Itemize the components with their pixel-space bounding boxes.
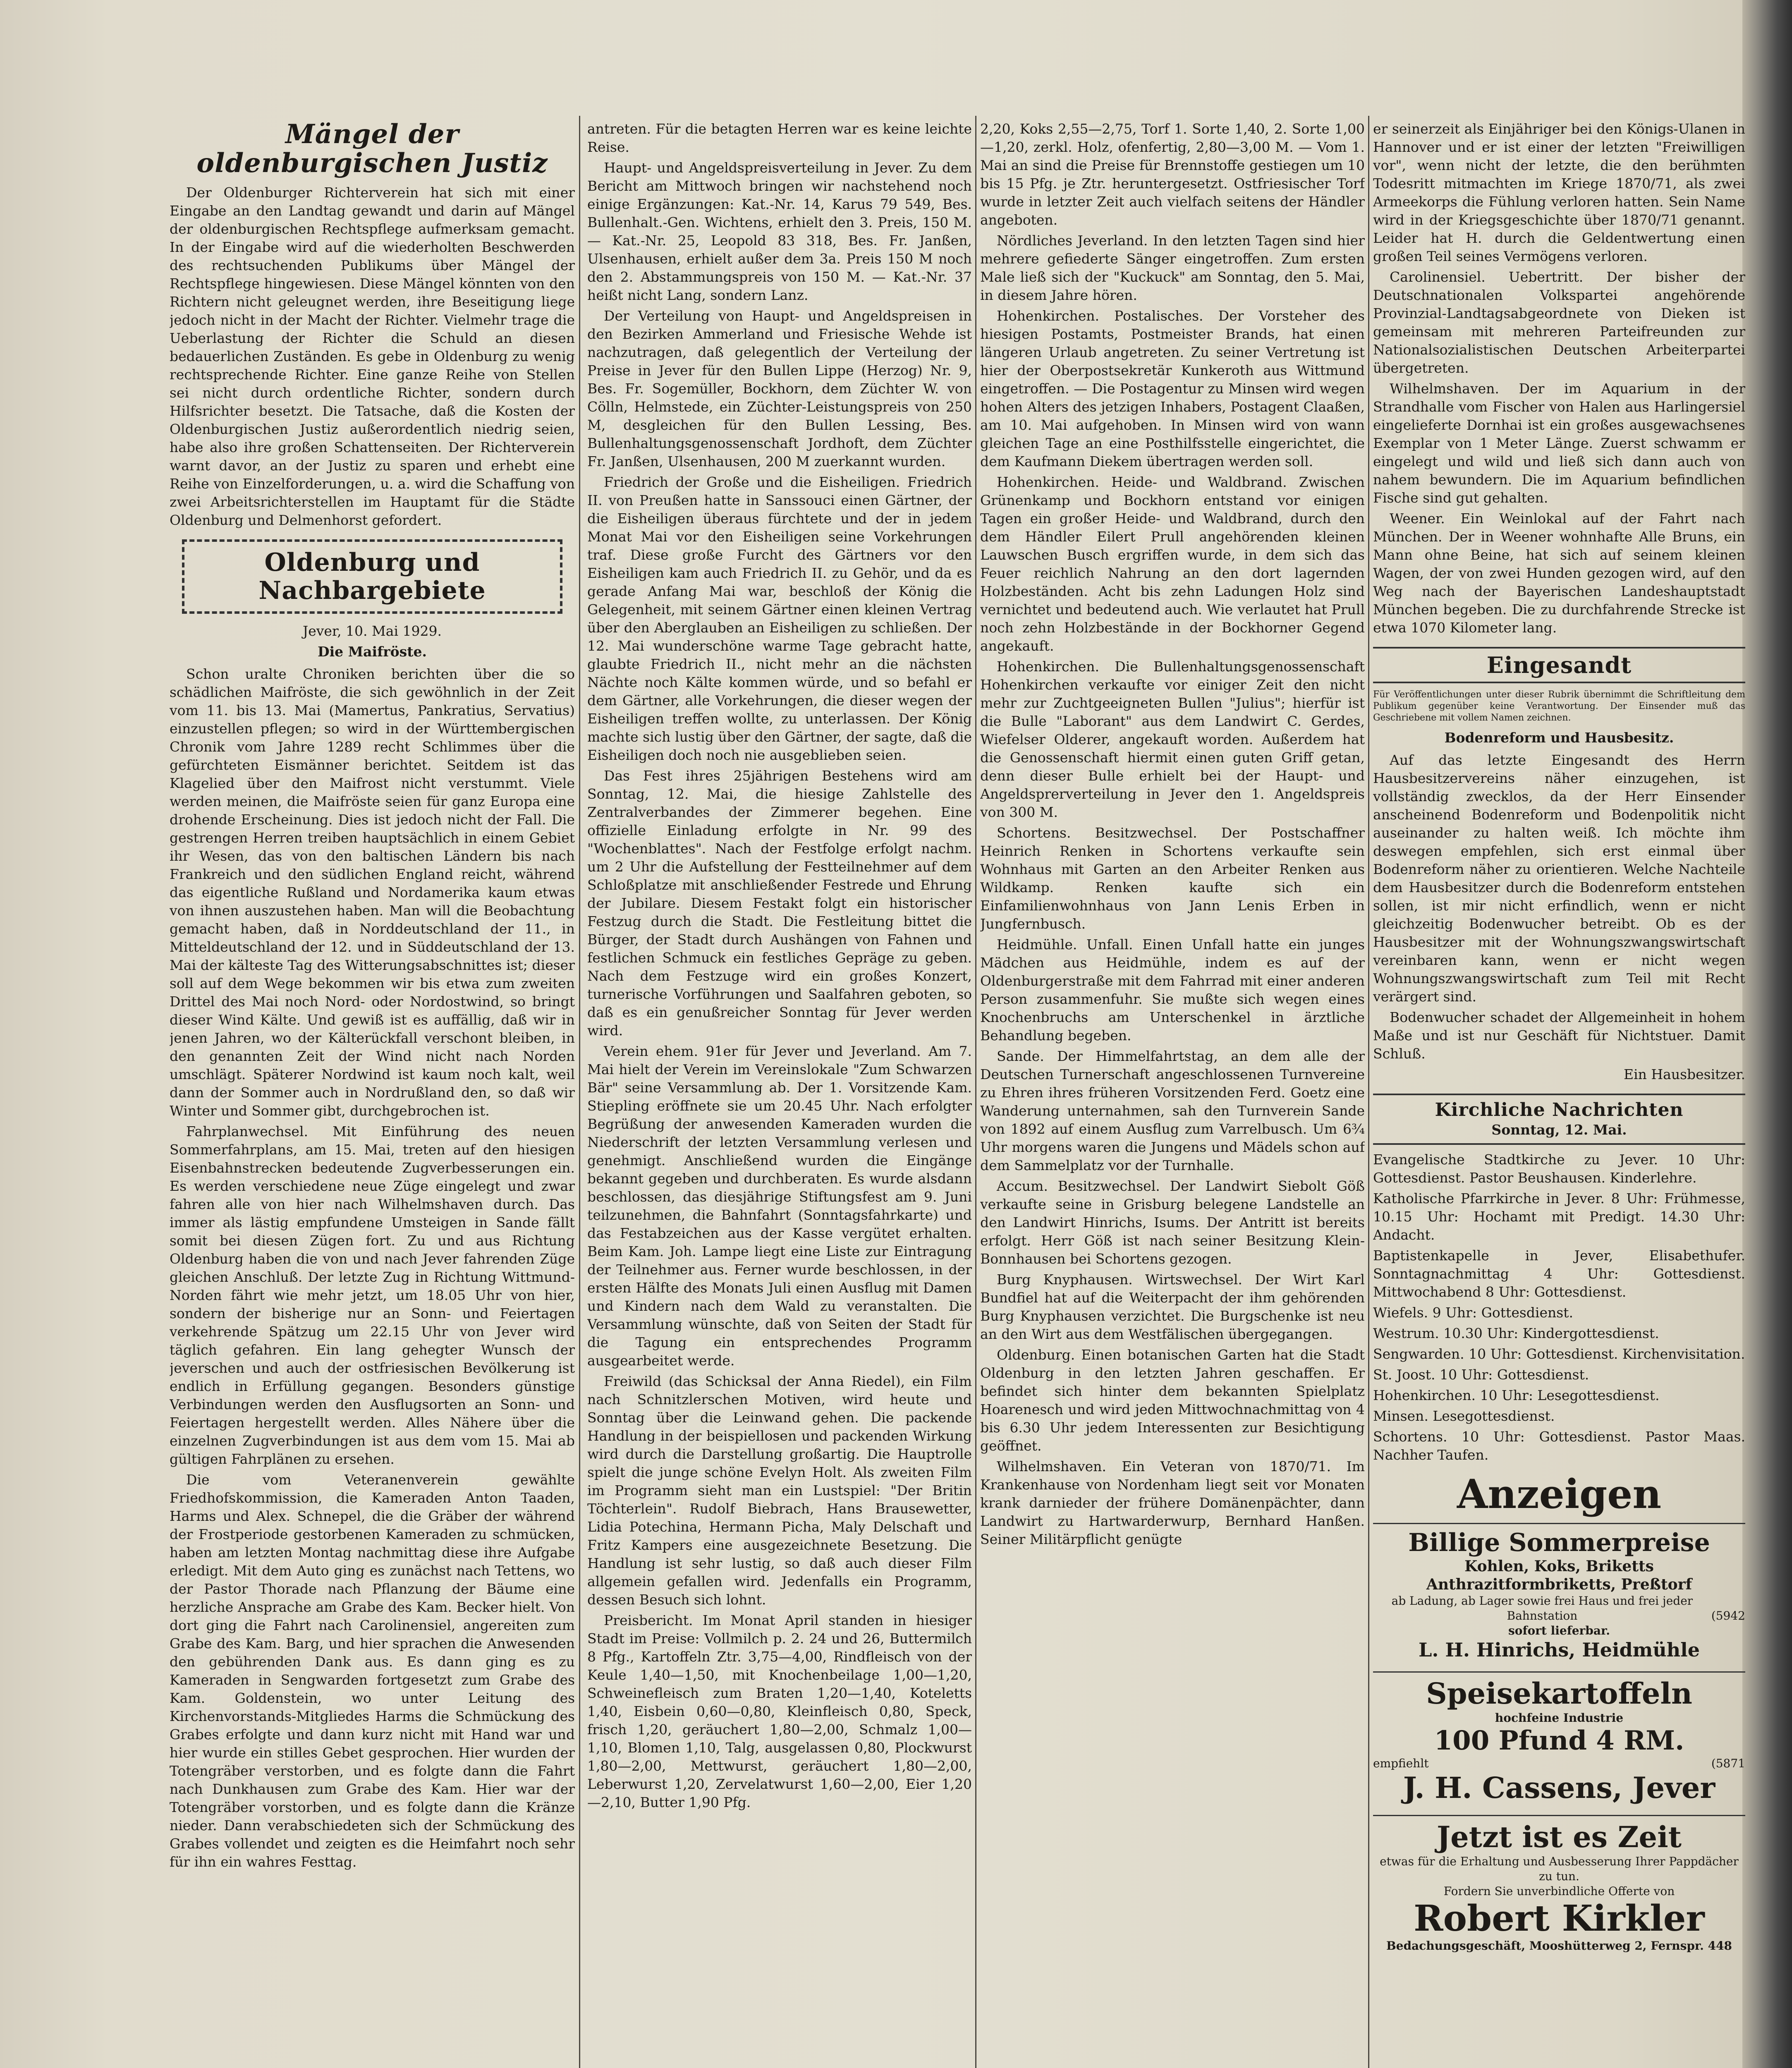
section-box-oldenburg	[182, 539, 562, 614]
paragraph: Hohenkirchen. Die Bullenhaltungsgenossenschaft Hohenkirchen verkaufte vor einiger Zeit den nicht mehr zur Zuchtgeeigneten Bullen "Julius"; hierfür ist die Bulle "Laborant" aus dem Landwirt C. Gerdes, Wiefelser Olderer, angekauft worden. Außerdem hat die Genossenschaft hiermit einen guten Griff getan, denn dieser Bulle erhielt bei der Haupt- und Angeldsprerverteilung in Jever den 1. Angeldspreis von 300 M.	[980, 658, 1365, 820]
kirche-item: Baptistenkapelle in Jever, Elisabethufer. Sonntagnachmittag 4 Uhr: Gottesdienst. Mittwochabend 8 Uhr: Gottesdienst.	[1373, 1247, 1745, 1300]
ad-price: 100 Pfund 4 RM.	[1434, 1725, 1684, 1756]
dateline: Jever, 10. Mai 1929.	[302, 623, 442, 639]
kirche-item: St. Joost. 10 Uhr: Gottesdienst.	[1373, 1367, 1589, 1383]
paragraph: Der Oldenburger Richterverein hat sich mit einer Eingabe an den Landtag gewandt und darin auf Mängel der oldenburgischen Rechtspflege aufmerksam gemacht. In der Eingabe wird auf die wiederholten Beschwerden des rechtsuchenden Publikums über Mängel der Rechtspflege hingewiesen. Diese Mängel könnten von den Richtern nicht geleugnet werden, ihre Beseitigung liege jedoch nicht in der Macht der Richter. Vielmehr trage die Ueberlastung der Richter die Schuld an diesen bedauerlichen Zuständen. Es gebe in Oldenburg zu wenig rechtsprechende Richter. Eine ganze Reihe von Stellen sei nicht durch ordentliche Richter, sondern durch Hilfsrichter besetzt. Die Tatsache, daß die Kosten der Oldenburgischen Justiz außerordentlich niedrig seien, habe also ihre großen Schattenseiten. Der Richterverein warnt davor, an der Justiz zu sparen und erhebt eine Reihe von Einzelforderungen, u. a. wird die Schaffung von zwei Arbeitsrichterstellen im Hauptamt für die Städte Oldenburg und Delmenhorst gefordert.	[170, 184, 575, 528]
ad-subline: Kohlen, Koks, Briketts Anthrazitformbriketts, Preßtorf	[1426, 1558, 1692, 1593]
ad-footer: Bedachungsgeschäft, Mooshütterweg 2, Fernspr. 448	[1386, 1939, 1732, 1953]
article-group-b	[587, 1042, 972, 1812]
paragraph: Accum. Besitzwechsel. Der Landwirt Siebolt Göß verkaufte seine in Grisburg belegene Landstelle an den Landwirt Hinrichs, Isums. Der Antritt ist bereits erfolgt. Herr Göß ist nach seiner Besitzung Klein-Bonnhausen bei Schortens gezogen.	[980, 1178, 1365, 1267]
column-4	[1373, 120, 1745, 2068]
ad-lieferbar: sofort lieferbar.	[1508, 1624, 1610, 1637]
article-fahrplanwechsel	[170, 1123, 575, 1468]
paragraph: Sande. Der Himmelfahrtstag, an dem alle der Deutschen Turnerschaft angeschlossenen Turnvereine zu Ehren ihres früheren Vorsitzenden Ferd. Goetz eine Wanderung unternahmen, sah den Turnverein Sande von 1892 auf einem Ausflug zum Varrelbusch. Um 6¾ Uhr morgens waren die Jungens und Mädels schon auf dem Sammelplatz vor der Turnhalle.	[980, 1048, 1365, 1173]
ad-delivery: ab Ladung, ab Lager sowie frei Haus und frei jeder Bahnstation	[1391, 1594, 1693, 1623]
ad-code: (5871	[1711, 1757, 1745, 1770]
article-justiz	[170, 184, 575, 529]
section-kirchliche	[1373, 1094, 1745, 1145]
headline-justiz: Mängel der oldenburgischen Justiz	[196, 120, 548, 179]
kirche-date: Sonntag, 12. Mai.	[1491, 1122, 1627, 1138]
paragraph: 2,20, Koks 2,55—2,75, Torf 1. Sorte 1,40, 2. Sorte 1,00—1,20, zerkl. Holz, ofenfertig, 2,80—3,00 M. — Vom 1. Mai an sind die Preise für Brennstoffe gestiegen um 10 bis 15 Pfg. je Ztr. heruntergesetzt. Ostfriesischer Torf wurde in letzter Zeit auch vielfach seitens der Händler angeboten.	[980, 121, 1365, 228]
kirche-item: Hohenkirchen. 10 Uhr: Lesegottesdienst.	[1373, 1387, 1660, 1403]
article-group-c	[980, 120, 1365, 1549]
ad-subline-2: Fordern Sie unverbindliche Offerte von	[1443, 1884, 1675, 1898]
paragraph: Nördliches Jeverland. In den letzten Tagen sind hier mehrere gefiederte Sänger eingetroffen. Zum ersten Male ließ sich der "Kuckuck" am Sonntag, den 5. Mai, in diesem Jahre hören.	[980, 232, 1365, 303]
section-title-kirchliche: Kirchliche Nachrichten	[1435, 1099, 1684, 1120]
paragraph: Auf das letzte Eingesandt des Herrn Hausbesitzervereins näher einzugehen, ist vollständig zwecklos, da der Herr Einsender anscheinend Bodenreform und Bodenpolitik nicht auseinander zu halten weiß. Ich möchte ihm deswegen empfehlen, sich erst einmal über Bodenreform näher zu orientieren. Welche Nachteile dem Hausbesitzer durch die Bodenreform entstehen sollen, ist mir nicht erfindlich, wenn er nicht gleichzeitig Bodenwucher betreibt. Ob es der Hausbesitzer mit der Wohnungszwangswirtschaft vereinbaren kann, wenn er nicht wegen Wohnungszwangswirtschaft zum Teil mit Recht verärgert sind.	[1373, 752, 1745, 1005]
paragraph: Wilhelmshaven. Der im Aquarium in der Strandhalle vom Fischer von Halen aus Harlingersiel eingelieferte Dornhai ist ein großes ausgewachsenes Exemplar von 1 Meter Länge. Zuerst schwamm er eingelegt und wild und ließ sich dann auch von nahem bewundern. Die im Aquarium befindlichen Fische sind gut gehalten.	[1373, 381, 1745, 506]
subhead-bodenreform: Bodenreform und Hausbesitz.	[1444, 730, 1674, 746]
eingesandt-disclaimer: Für Veröffentlichungen unter dieser Rubrik übernimmt die Schriftleitung dem Publikum gegenüber keine Verantwortung. Der Einsender muß das Geschriebene mit vollem Namen zeichnen.	[1373, 689, 1745, 723]
paragraph: Bodenwucher schadet der Allgemeinheit in hohem Maße und ist nur Geschäft für Nichtstuer. Damit Schluß.	[1373, 1009, 1745, 1062]
article-group-d	[1373, 120, 1745, 637]
paragraph: Schortens. Besitzwechsel. Der Postschaffner Heinrich Renken in Schortens verkaufte sein Wohnhaus mit Garten an den Arbeiter Renken aus Wildkamp. Renken kaufte sich ein Einfamilienwohnhaus von Jann Lenis Erben in Jungfernbusch.	[980, 825, 1365, 932]
column-rule-3	[1368, 116, 1369, 2068]
ad-headline: Jetzt ist es Zeit	[1436, 1820, 1682, 1854]
kirche-item: Schortens. 10 Uhr: Gottesdienst. Pastor Maas. Nachher Taufen.	[1373, 1429, 1745, 1463]
paragraph: Der Verteilung von Haupt- und Angeldspreisen in den Bezirken Ammerland und Friesische Wehde ist nachzutragen, daß gelegentlich der Verteilung der Preise in Jever für den Bullen Lippe (Herzog) Nr. 9, Bes. Fr. Sogemüller, Bockhorn, dem Züchter W. von Cölln, Helmstede, ein Züchter-Leistungspreis von 250 M, desgleichen für den Bullen Lessing, Bes. Bullenhaltungsgenossenschaft Jordhoft, dem Züchter Fr. Janßen, Ulsenhausen, 200 M zuerkannt wurden.	[587, 308, 972, 469]
article-maifroeste	[170, 665, 575, 1120]
column-2	[587, 120, 972, 2068]
ad-code: (5942	[1711, 1609, 1745, 1623]
ad-kirkler	[1373, 1815, 1745, 1958]
paragraph: Heidmühle. Unfall. Einen Unfall hatte ein junges Mädchen aus Heidmühle, indem es auf der Oldenburgerstraße mit dem Fahrrad mit einer anderen Person zusammenfuhr. Sie mußte sich wegen eines Knochenbruchs am Unterschenkel in ärztliche Behandlung begeben.	[980, 936, 1365, 1044]
kirche-item: Minsen. Lesegottesdienst.	[1373, 1408, 1555, 1424]
paragraph: er seinerzeit als Einjähriger bei den Königs-Ulanen in Hannover und er ist einer der letzten "Freiwilligen vor", wenn nicht der letzte, die den berühmten Todesritt mitmachten im Kriege 1870/71, als zwei Armeekorps die Fühlung verloren hatten. Sein Name wird in der Kriegsgeschichte über 1870/71 genannt. Leider hat H. durch die Geldentwertung einen großen Teil seines Vermögens verloren.	[1373, 121, 1745, 264]
paragraph: Schon uralte Chroniken berichten über die so schädlichen Maifröste, die sich gewöhnlich in der Zeit vom 11. bis 13. Mai (Mamertus, Pankratius, Servatius) einzustellen pflegen; so wird in der Württembergischen Chronik vom Jahre 1289 recht Schlimmes über die gefürchteten Eismänner berichtet. Seitdem ist das Klagelied über den Maifrost nicht verstummt. Viele werden meinen, die Maifröste seien für ganz Europa eine drohende Erscheinung. Dies ist jedoch nicht der Fall. Die gestrengen Herren treiben hauptsächlich in einem Gebiet ihr Wesen, das von den baltischen Ländern bis nach Frankreich und den südlichen England reicht, während das eigentliche Rußland und Nordamerika kaum etwas von ihnen auszustehen haben. Man will die Beobachtung gemacht haben, daß in Norddeutschland der 11., in Mitteldeutschland der 12. und in Süddeutschland der 13. Mai der kälteste Tag des Witterungsabschnittes ist; dieser soll auf dem Wege bekommen wir bis etwa zum zweiten Drittel des Mai noch Nord- oder Nordostwind, so bringt dieser Wind Kälte. Und gewiß ist es auffällig, daß wir in jenen Jahren, wo der Kälterückfall verschont bleiben, in den genannten Zeit der Wind nicht nach Norden umschlägt. Späterer Nordwind ist kaum noch kalt, weil dann der Sommer auch in Nordrußland den, so daß wir Winter und Sommer gibt, durchgebrochen ist.	[170, 666, 575, 1119]
paragraph: Carolinensiel. Uebertritt. Der bisher der Deutschnationalen Volkspartei angehörende Provinzial-Landtagsabgeordnete von Dieken ist gemeinsam mit mehreren Parteifreunden zur Nationalsozialistischen Deutschen Arbeiterpartei übergetreten.	[1373, 269, 1745, 376]
paragraph: Wilhelmshaven. Ein Veteran von 1870/71. Im Krankenhause von Nordenham liegt seit vor Monaten krank darnieder der frühere Domänenpächter, dann Landwirt zu Hartwarderwurp, Bernhard Hanßen. Seiner Militärpflicht genügte	[980, 1458, 1365, 1547]
paragraph: Weener. Ein Weinlokal auf der Fahrt nach München. Der in Weener wohnhafte Alle Bruns, ein Mann ohne Beine, hat sich auf seinem kleinen Wagen, der von zwei Hunden gezogen wird, auf den Weg nach der Bayerischen Landeshauptstadt München begeben. Die zu durchfahrende Strecke ist etwa 1070 Kilometer lang.	[1373, 510, 1745, 636]
column-rule-1	[579, 116, 580, 2068]
paragraph: Preisbericht. Im Monat April standen in hiesiger Stadt im Preise: Vollmilch p. 2. 24 und 26, Buttermilch 8 Pfg., Kartoffeln Ztr. 3,75—4,00, Rindfleisch von der Keule 1,40—1,50, mit Knochenbeilage 1,00—1,20, Schweinefleisch zum Braten 1,20—1,40, Koteletts 1,40, Eisbein 0,60—0,80, Kleinfleisch 0,80, Speck, frisch 1,20, geräuchert 1,80—2,00, Schmalz 1,00—1,10, Blomen 1,10, Talg, ausgelassen 0,80, Plockwurst 1,80—2,00, Mettwurst, geräuchert 1,80—2,00, Leberwurst 1,20, Zervelatwurst 1,60—2,00, Eier 1,20—2,10, Butter 1,90 Pfg.	[587, 1612, 972, 1810]
paragraph: antreten. Für die betagten Herren war es keine leichte Reise.	[587, 121, 972, 155]
paragraph: Verein ehem. 91er für Jever und Jeverland. Am 7. Mai hielt der Verein im Vereinslokale "Zum Schwarzen Bär" seine Versammlung ab. Der 1. Vorsitzende Kam. Stiepling eröffnete sie um 20.45 Uhr. Nach erfolgter Begrüßung der anwesenden Kameraden wurden die Niederschrift der letzten Versammlung verlesen und genehmigt. Anschließend wurden die Eingänge bekannt gegeben und durchberaten. Es wurde alsdann beschlossen, das diesjährige Stiftungsfest am 9. Juni teilzunehmen, die Bahnfahrt (Sonntagsfahrkarte) und das Festabzeichen aus der Kasse vergütet erhalten. Beim Kam. Joh. Lampe liegt eine Liste zur Eintragung der Teilnehmer aus. Ferner wurde beschlossen, in der ersten Hälfte des Monats Juli einen Ausflug mit Damen und Kindern nach dem Wald zu veranstalten. Die Versammlung wünschte, daß von Seiten der Stadt für die Tagung ein entsprechendes Programm ausgearbeitet werde.	[587, 1043, 972, 1369]
kirche-item: Katholische Pfarrkirche in Jever. 8 Uhr: Frühmesse, 10.15 Uhr: Hochamt mit Predigt. 14.30 Uhr: Andacht.	[1373, 1190, 1745, 1243]
paragraph: Friedrich der Große und die Eisheiligen. Friedrich II. von Preußen hatte in Sanssouci einen Gärtner, der die Eisheiligen überaus fürchtete und der in jedem Monat Mai vor den Eisheiligen seine Vorkehrungen traf. Diese große Furcht des Gärtners vor den Eisheiligen kam auch Friedrich II. zu Gehör, und da es gerade Anfang Mai war, beschloß der König die Gelegenheit, mit seinem Gärtner einen kleinen Vertrag über den Aberglauben an Eisheiligen zu schließen. Der 12. Mai wunderschöne warme Tage gebracht hatte, glaubte Friedrich II., nicht mehr an die nächsten Nächte noch Kälte kommen würde, und so befahl er dem Gärtner, alle Vorkehrungen, die dieser wegen der Eisheiligen treffen wollte, zu unterlassen. Der König machte sich lustig über den Gärtner, der sagte, daß die Eisheiligen doch noch nie ausgeblieben seien.	[587, 474, 972, 763]
paragraph: Burg Knyphausen. Wirtswechsel. Der Wirt Karl Bundfiel hat auf die Weiterpacht der ihm gehörenden Burg Knyphausen verzichtet. Die Burgschenke ist neu an den Wirt aus dem Westfälischen übergegangen.	[980, 1271, 1365, 1342]
section-title-oldenburg: Oldenburg und Nachbargebiete	[258, 548, 486, 605]
ad-headline: Speisekartoffeln	[1426, 1676, 1692, 1711]
column-rule-2	[975, 116, 976, 2068]
paragraph: Fahrplanwechsel. Mit Einführung des neuen Sommerfahrplans, am 15. Mai, treten auf den hiesigen Eisenbahnstrecken bedeutende Zugverbesserungen ein. Es werden verschiedene neue Züge eingelegt und zwar fahren alle von hier nach Wilhelmshaven durch. Das immer als lästig empfundene Umsteigen in Sande fällt somit bei diesen Zügen fort. Zu und aus Richtung Oldenburg haben die von und nach Jever fahrenden Züge gleichen Anschluß. Der letzte Zug in Richtung Wittmund-Norden fährt wie mehr jetzt, um 18.05 Uhr von hier, sondern der bisherige nur an Sonn- und Feiertagen verkehrende Spätzug um 22.15 Uhr von Jever wird täglich gefahren. Ein lang gehegter Wunsch der jeverschen und auch der ostfriesischen Bevölkerung ist endlich in Erfüllung gegangen. Besonders günstige Verbindungen werden den Ausflugsorten an Sonn- und Feiertagen hergestellt werden. Alles Nähere über die einzelnen Zugverbindungen ist aus dem vom 15. Mai ab gültigen Fahrplänen zu ersehen.	[170, 1123, 575, 1467]
ad-subline: etwas für die Erhaltung und Ausbesserung Ihrer Pappdächer zu tun.	[1380, 1855, 1739, 1883]
paragraph: Das Fest ihres 25jährigen Bestehens wird am Sonntag, 12. Mai, die hiesige Zahlstelle des Zentralverbandes der Zimmerer begehen. Eine offizielle Einladung erfolgte in Nr. 99 des "Wochenblattes". Nach der Festfolge erfolgt nachm. um 2 Uhr die Aufstellung der Festteilnehmer auf dem Schloßplatze mit anschließender Festrede und Ehrung der Jubilare. Diesem Festakt folgt ein historischer Festzug durch die Stadt. Die Festleitung bittet die Bürger, der Stadt durch Aushängen von Fahnen und festlichen Schmuck ein festliches Gepräge zu geben. Nach dem Festzuge wird ein großes Konzert, turnerische Vorführungen und Saalfahren geboten, so daß es ein genußreicher Sonntag für Jever werden wird.	[587, 768, 972, 1039]
paragraph: Hohenkirchen. Postalisches. Der Vorsteher des hiesigen Postamts, Postmeister Brands, hat einen längeren Urlaub angetreten. Zu seiner Vertretung ist hier der Oberpostsekretär Kunkeroth aus Wittmund eingetroffen. — Die Postagentur zu Minsen wird wegen hohen Alters des jetzigen Inhabers, Postagent Claaßen, am 10. Mai aufgehoben. In Minsen wird von wann gleichen Tage an eine Posthilfsstelle eingerichtet, die dem Kaufmann Diekem übertragen werden soll.	[980, 308, 1365, 469]
ad-firm: J. H. Cassens, Jever	[1403, 1771, 1715, 1805]
section-title-eingesandt: Eingesandt	[1486, 652, 1632, 678]
kirche-item: Wiefels. 9 Uhr: Gottesdienst.	[1373, 1304, 1573, 1321]
column-1	[170, 120, 575, 2068]
article-group-a	[587, 120, 972, 1040]
ad-delivery-row	[1373, 1594, 1745, 1623]
signature: Ein Hausbesitzer.	[1624, 1066, 1745, 1082]
kirche-item: Evangelische Stadtkirche zu Jever. 10 Uhr: Gottesdienst. Pastor Beushausen. Kinderlehre.	[1373, 1151, 1745, 1186]
kirche-item: Westrum. 10.30 Uhr: Kindergottesdienst.	[1373, 1325, 1659, 1341]
column-3	[980, 120, 1365, 2068]
kirche-item: Sengwarden. 10 Uhr: Gottesdienst. Kirchenvisitation.	[1373, 1346, 1745, 1362]
paragraph: Die vom Veteranenverein gewählte Friedhofskommission, die Kameraden Anton Taaden, Harms und Alex. Schnepel, die die Gräber der während der Frostperiode gestorbenen Kameraden zu schmücken, haben am letzten Montag nachmittag diese ihre Aufgabe erledigt. Mit dem Auto ging es zunächst nach Tettens, wo der Pastor Thorade nach Pflanzung der Bäume eine herzliche Ansprache am Grabe des Kam. Becker hielt. Von dort ging die Fahrt nach Carolinensiel, angereiten zum Grabe des Kam. Barg, und hier sprachen die Anwesenden den gebührenden Dank aus. Es dann ging es zu Kameraden in Sengwarden fortgesetzt zum Grabe des Kam. Goldenstein, wo unter Leitung des Kirchenvorstands-Mitgliedes Harms die Schmückung des Grabes erfolgte und dann kurz nicht mit Hand war und hier wurde ein stilles Gebet gesprochen. Hier wurden der Totengräber verstorben, und es folgte dann die Fahrt nach Dunkhausen zum Grabe des Kam. Hier war der Totengräber vorstorben, und es folgte dann die Kränze nieder. Dann verabschiedeten sich der Schmückung des Grabes vollendet und zeigten es die Heimfahrt noch sehr für ihn ein wahres Festtag.	[170, 1472, 575, 1870]
ad-speisekartoffeln	[1373, 1671, 1745, 1809]
article-friedhofskommission	[170, 1471, 575, 1871]
ad-empf-row	[1373, 1756, 1745, 1771]
anzeigen-title: Anzeigen	[1457, 1471, 1662, 1517]
page-edge-shadow	[1742, 0, 1792, 2068]
ad-headline: Billige Sommerpreise	[1408, 1528, 1710, 1557]
ad-firm: Robert Kirkler	[1414, 1898, 1705, 1939]
ad-firm: L. H. Hinrichs, Heidmühle	[1418, 1639, 1700, 1661]
ad-subline: hochfeine Industrie	[1495, 1711, 1624, 1725]
ad-empf: empfiehlt	[1373, 1757, 1429, 1770]
paragraph: Oldenburg. Einen botanischen Garten hat die Stadt Oldenburg in den letzten Jahren geschaffen. Er befindet sich hinter dem bekannten Spielplatz Hoarenesch und wird jeden Mittwochnachmittag von 4 bis 6.30 Uhr jedem Interessenten zur Besichtigung geöffnet.	[980, 1347, 1365, 1454]
paragraph: Haupt- und Angeldspreisverteilung in Jever. Zu dem Bericht am Mittwoch bringen wir nachstehend noch einige Ergänzungen: Kat.-Nr. 14, Karus 79 549, Bes. Bullenhalt.-Gen. Wichtens, erhielt den 3. Preis, 150 M. — Kat.-Nr. 25, Leopold 83 318, Bes. Fr. Janßen, Ulsenhausen, erhielt außer dem 3a. Preis 150 M noch den 2. Abstammungspreis von 150 M. — Kat.-Nr. 37 heißt nicht Lang, sondern Lanz.	[587, 160, 972, 303]
section-eingesandt	[1373, 647, 1745, 683]
subhead-maifroeste: Die Maifröste.	[318, 644, 427, 660]
paragraph: Freiwild (das Schicksal der Anna Riedel), ein Film nach Schnitzlerschen Motiven, wird heute und Sonntag über die Leinwand gehen. Die packende Handlung in der beispiellosen und packenden Wirkung wird durch die Darstellung großartig. Die Hauptrolle spielt die junge schöne Evelyn Holt. Als zweiten Film im Programm sieht man ein Lustspiel: "Der Britin Töchterlein". Rudolf Biebrach, Hans Brausewetter, Lidia Potechina, Hermann Picha, Maly Delschaft und Fritz Kampers eine ausgezeichnete Besetzung. Die Handlung ist sehr lustig, so daß auch dieser Film allgemein gefallen wird. Jedenfalls ein Programm, dessen Besuch sich lohnt.	[587, 1373, 972, 1608]
ad-sommerpreise	[1373, 1523, 1745, 1666]
paragraph: Hohenkirchen. Heide- und Waldbrand. Zwischen Grünenkamp und Bockhorn entstand vor einigen Tagen ein großer Heide- und Waldbrand, durch den dem Händler Eilert Prull angehörenden kleinen Lauwschen Busch ergriffen wurde, in dem sich das Feuer reichlich Nahrung an den dort lagernden Holzbeständen. Acht bis zehn Ladungen Holz sind vernichtet und bedeutend auch. Wie verlautet hat Prull noch zehn Holzbestände in der Bockhorner Gegend angekauft.	[980, 474, 1365, 654]
